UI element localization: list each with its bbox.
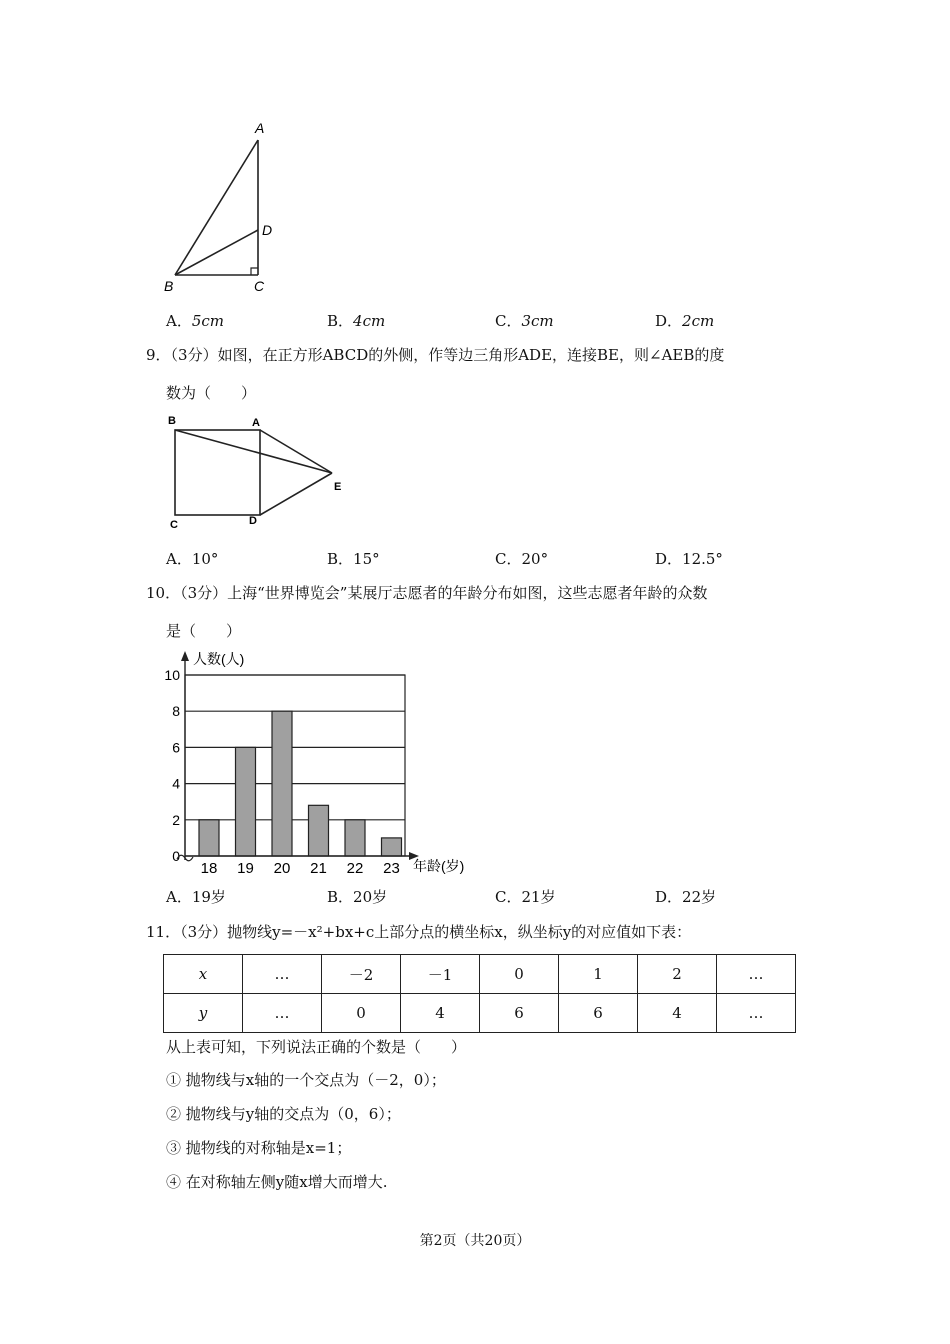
q8-option-c: C．3cm xyxy=(495,312,554,330)
table-cell: 4 xyxy=(638,994,717,1033)
table-cell: x xyxy=(164,955,243,994)
q8-option-b: B．4cm xyxy=(327,312,386,330)
table-cell: －2 xyxy=(322,955,401,994)
y-tick-label: 6 xyxy=(172,739,180,756)
q11-statement-3: ③ 抛物线的对称轴是x=1； xyxy=(166,1139,352,1157)
x-axis-label: 年龄(岁) xyxy=(413,858,465,874)
q9-label-d: D xyxy=(249,515,257,527)
x-tick-label: 18 xyxy=(200,860,218,877)
q11-statement-4: ④ 在对称轴左侧y随x增大而增大. xyxy=(166,1173,388,1191)
q10-age-bar-chart xyxy=(155,645,490,880)
table-row-y xyxy=(164,994,796,1033)
q8-label-c: C xyxy=(254,278,265,294)
q9-label-a: A xyxy=(252,417,260,429)
table-cell: y xyxy=(164,994,243,1033)
x-tick-label: 22 xyxy=(346,860,364,877)
bar-18 xyxy=(199,820,219,856)
table-cell: 6 xyxy=(559,994,638,1033)
y-tick-label: 10 xyxy=(164,667,180,683)
bar-21 xyxy=(309,805,329,856)
table-cell: 2 xyxy=(638,955,717,994)
table-cell: … xyxy=(243,994,322,1033)
q11-statement-1: ① 抛物线与x轴的一个交点为（－2，0）； xyxy=(166,1071,446,1089)
q8-option-d: D．2cm xyxy=(655,312,715,330)
q10-question-line1: 10．（3分）上海“世界博览会”某展厅志愿者的年龄分布如图，这些志愿者年龄的众数 xyxy=(146,584,708,602)
x-tick-label: 19 xyxy=(237,860,254,877)
y-tick-label: 4 xyxy=(172,775,180,792)
q8-label-a: A xyxy=(255,120,265,136)
q10-option-c: C．21岁 xyxy=(495,888,556,906)
q10-option-d: D．22岁 xyxy=(655,888,717,906)
q11-statement-2: ② 抛物线与y轴的交点为（0，6）； xyxy=(166,1105,401,1123)
q10-question-line2: 是（ ） xyxy=(166,622,242,640)
y-axis-label: 人数(人) xyxy=(193,651,245,667)
table-cell: 0 xyxy=(322,994,401,1033)
q9-question-line2: 数为（ ） xyxy=(166,384,257,402)
table-cell: 1 xyxy=(559,955,638,994)
q9-option-c: C．20° xyxy=(495,550,549,568)
bar-19 xyxy=(236,747,256,856)
q9-square-triangle-figure xyxy=(160,410,360,535)
table-cell: … xyxy=(717,994,796,1033)
table-cell: 0 xyxy=(480,955,559,994)
x-tick-label: 20 xyxy=(273,860,291,877)
bar-23 xyxy=(382,838,402,856)
y-tick-label: 8 xyxy=(172,703,180,720)
q9-label-e: E xyxy=(334,481,342,493)
x-tick-label: 21 xyxy=(310,860,327,877)
table-cell: 6 xyxy=(480,994,559,1033)
q11-question-line1: 11．（3分）抛物线y=－x²+bx+c上部分点的横坐标x，纵坐标y的对应值如下表： xyxy=(146,923,692,941)
q9-label-b: B xyxy=(168,415,176,427)
x-tick-label: 23 xyxy=(383,860,400,877)
q9-option-b: B．15° xyxy=(327,550,380,568)
q10-option-a: A．19岁 xyxy=(166,888,226,906)
q9-option-a: A．10° xyxy=(166,550,219,568)
y-tick-label: 0 xyxy=(172,848,180,864)
q9-option-d: D．12.5° xyxy=(655,550,723,568)
q8-label-d: D xyxy=(262,222,273,238)
q8-label-b: B xyxy=(164,278,174,294)
y-tick-label: 2 xyxy=(172,811,180,828)
table-cell: … xyxy=(717,955,796,994)
q9-label-c: C xyxy=(170,519,178,531)
y-axis-arrow xyxy=(181,651,189,661)
bar-20 xyxy=(272,711,292,856)
table-cell: … xyxy=(243,955,322,994)
table-row-x xyxy=(164,955,796,994)
page-footer: 第2页（共20页） xyxy=(419,1233,531,1249)
bar-22 xyxy=(345,820,365,856)
q8-triangle-figure xyxy=(150,115,290,300)
q9-question-line1: 9．（3分）如图，在正方形ABCD的外侧，作等边三角形ADE，连接BE，则∠AEB的度 xyxy=(146,346,725,364)
table-cell: －1 xyxy=(401,955,480,994)
table-cell: 4 xyxy=(401,994,480,1033)
q11-prompt: 从上表可知，下列说法正确的个数是（ ） xyxy=(166,1038,467,1056)
q11-value-table xyxy=(163,954,796,1033)
q10-option-b: B．20岁 xyxy=(327,888,388,906)
q8-option-a: A．5cm xyxy=(166,312,225,330)
